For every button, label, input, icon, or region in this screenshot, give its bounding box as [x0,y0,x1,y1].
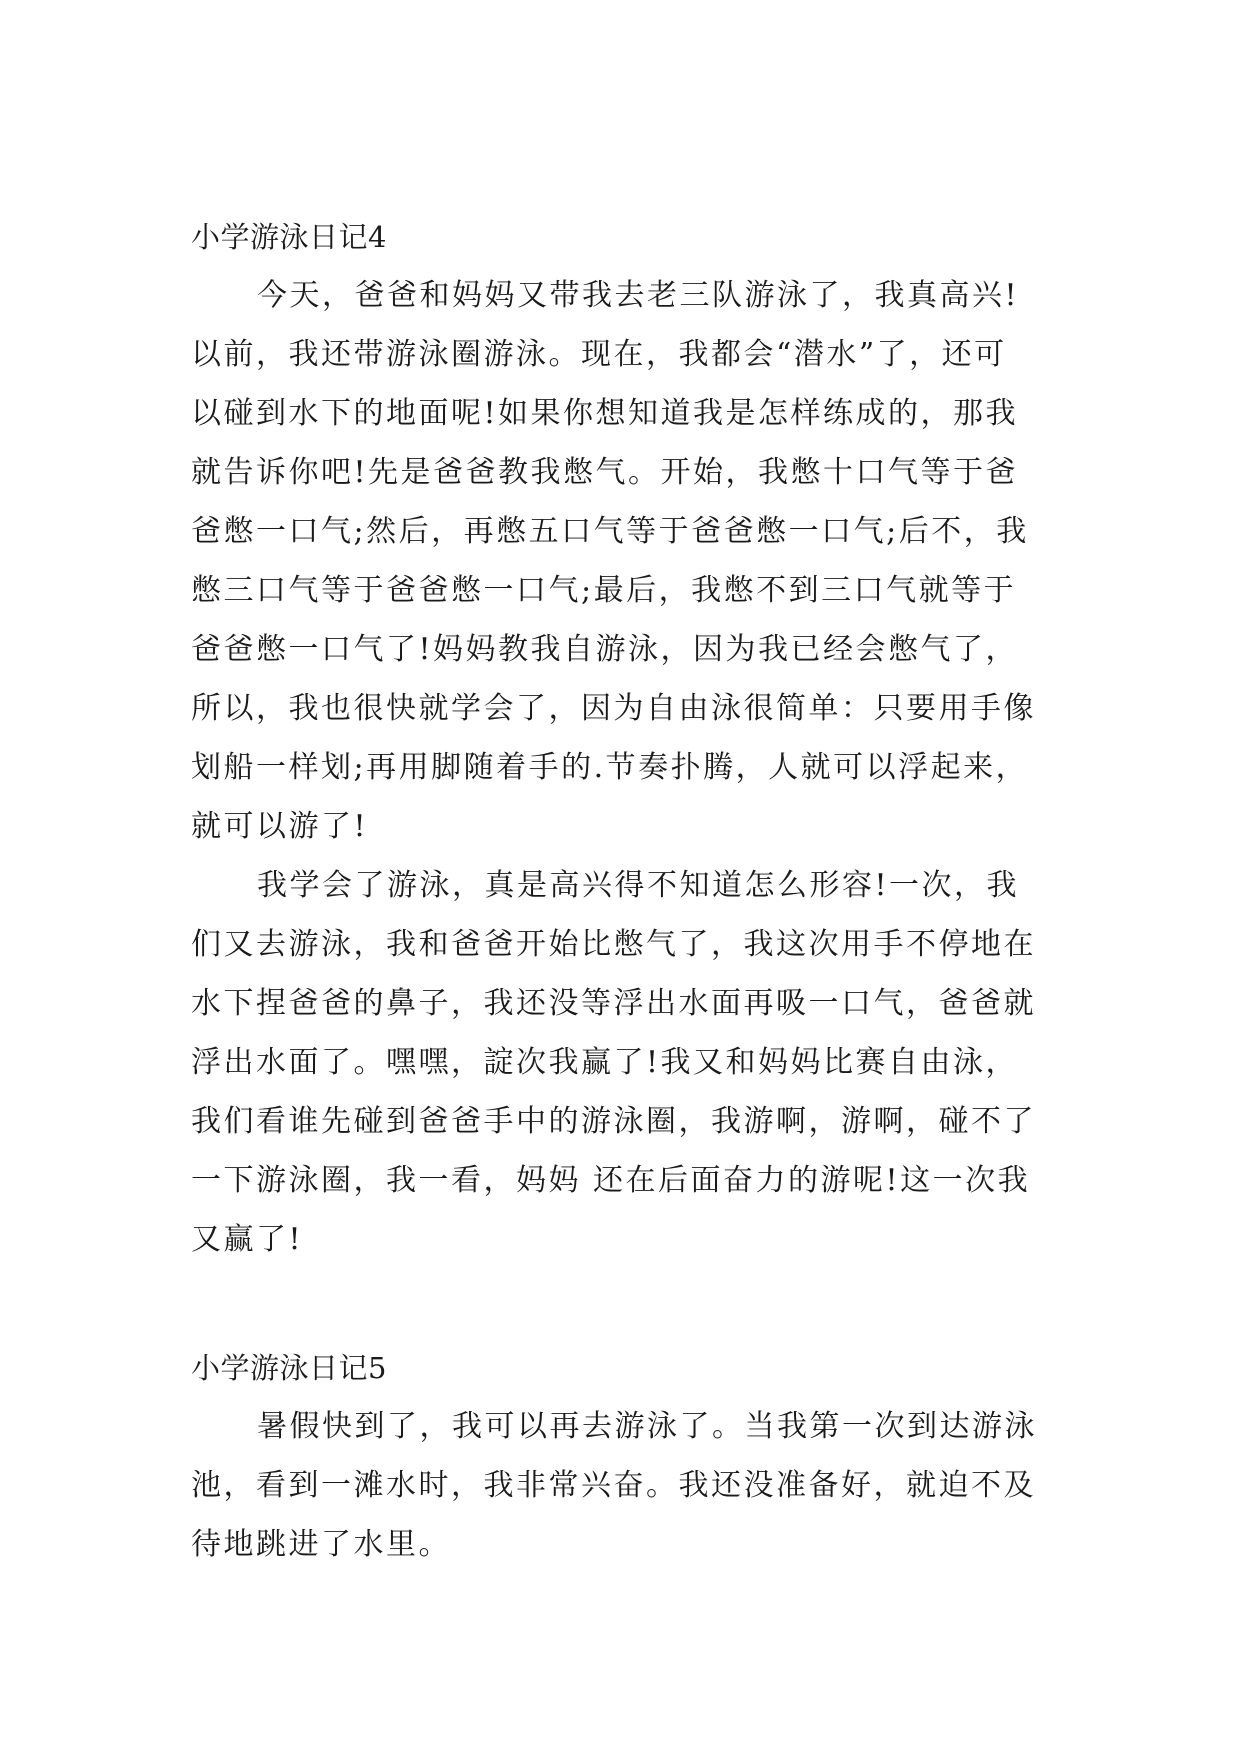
text-line: 划船一样划;再用脚随着手的.节奏扑腾，人就可以浮起来， [191,750,1029,785]
text-line: 暑假快到了，我可以再去游泳了。当我第一次到达游泳 [257,1409,1037,1444]
text-line: 就可以游了! [191,809,369,844]
section-spacer [191,1269,1071,1339]
text-line: 爸爸憋一口气了!妈妈教我自游泳，因为我已经会憋气了， [191,632,1019,667]
section-title: 小学游泳日记5 [191,1351,387,1385]
text-line: 们又去游泳，我和爸爸开始比憋气了，我这次用手不停地在 [191,927,1036,962]
paragraph [191,1397,1071,1574]
paragraph [191,266,1071,856]
text-line: 水下捏爸爸的鼻子，我还没等浮出水面再吸一口气，爸爸就 [191,986,1036,1021]
text-line: 又赢了! [191,1222,304,1257]
text-line: 以碰到水下的地面呢!如果你想知道我是怎样练成的，那我 [191,396,1019,431]
text-line: 池，看到一滩水时，我非常兴奋。我还没准备好，就迫不及 [191,1468,1036,1503]
diary-section-4 [191,208,1071,1269]
section-title: 小学游泳日记4 [191,220,387,254]
document-content [191,208,1071,1574]
text-line: 我们看谁先碰到爸爸手中的游泳圈，我游啊，游啊，碰不了 [191,1104,1036,1139]
text-line: 我学会了游泳，真是高兴得不知道怎么形容!一次，我 [257,868,1020,903]
text-line: 就告诉你吧!先是爸爸教我憋气。开始，我憋十口气等于爸 [191,455,1019,490]
text-line: 待地跳进了水里。 [191,1527,451,1562]
text-line: 所以，我也很快就学会了，因为自由泳很简单：只要用手像 [191,691,1036,726]
diary-section-5 [191,1339,1071,1574]
text-line: 憋三口气等于爸爸憋一口气;最后，我憋不到三口气就等于 [191,573,1017,608]
text-line: 一下游泳圈，我一看，妈妈 还在后面奋力的游呢!这一次我 [191,1163,1031,1198]
text-line: 以前，我还带游泳圈游泳。现在，我都会“潜水”了，还可 [191,337,1007,372]
paragraph [191,856,1071,1269]
text-line: 爸憋一口气;然后，再憋五口气等于爸爸憋一口气;后不，我 [191,514,1029,549]
text-line: 今天，爸爸和妈妈又带我去老三队游泳了，我真高兴! [257,278,1020,313]
text-line: 浮出水面了。嘿嘿，諚次我赢了!我又和妈妈比赛自由泳， [191,1045,1019,1080]
